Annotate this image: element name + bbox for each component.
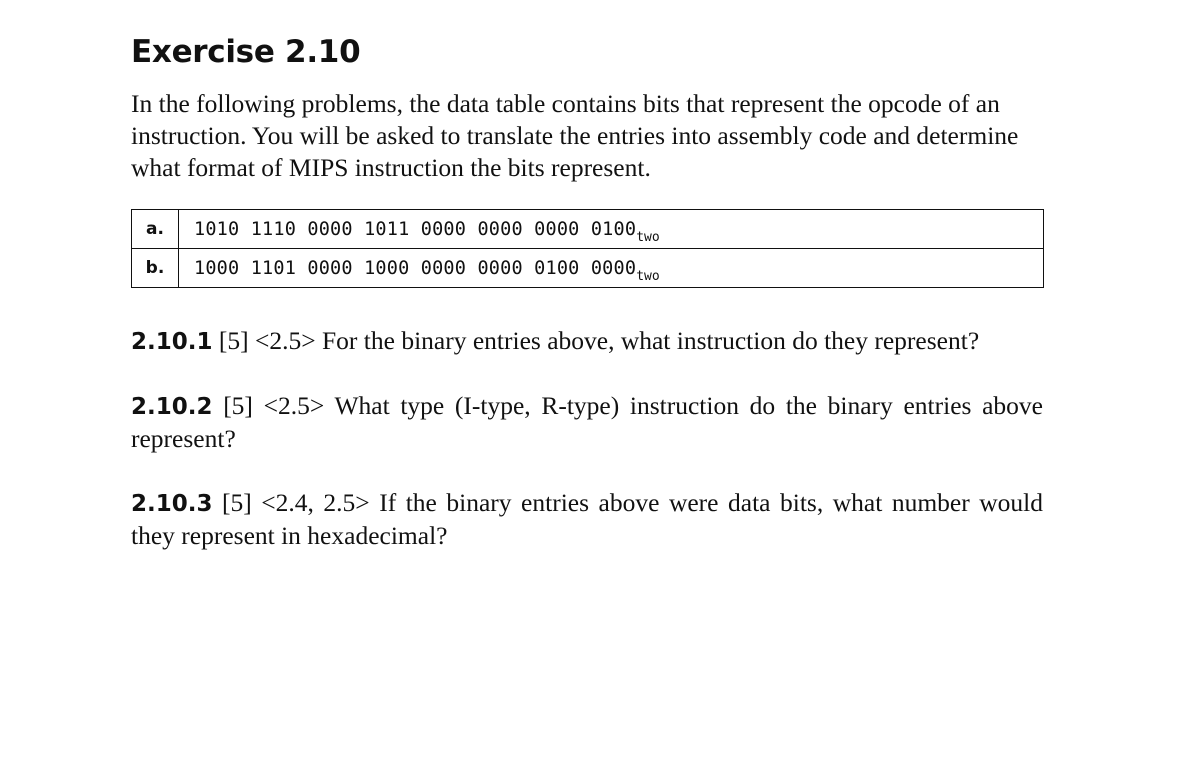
- row-bits: [179, 210, 1044, 249]
- question-number: 2.10.1: [131, 329, 213, 355]
- row-label: b.: [132, 249, 179, 288]
- table-row: [132, 249, 1044, 288]
- exercise-page: [131, 30, 1043, 552]
- bits-subscript: two: [636, 229, 660, 245]
- bits-value: 1010 1110 0000 1011 0000 0000 0000 0100: [194, 218, 637, 240]
- data-table: [131, 209, 1044, 288]
- question-2-10-2: [131, 390, 1043, 455]
- question-number: 2.10.3: [131, 491, 213, 517]
- table-row: [132, 210, 1044, 249]
- exercise-title: Exercise 2.10: [131, 34, 361, 70]
- question-2-10-3: [131, 487, 1043, 552]
- intro-paragraph: In the following problems, the data table contains bits that represent the opcode of an instruction. You will be asked to translate the entries into assembly code and determine what format of MIPS instruction the bits represent.: [131, 89, 1019, 182]
- question-text: [5] <2.5> For the binary entries above, what instruction do they represent?: [218, 326, 980, 355]
- question-text: [5] <2.4, 2.5> If the binary entries above were data bits, what number would they represent in hexadecimal?: [131, 488, 1043, 550]
- question-text: [5] <2.5> What type (I-type, R-type) instruction do the binary entries above represent?: [131, 391, 1044, 453]
- row-label: a.: [132, 210, 179, 249]
- bits-value: 1000 1101 0000 1000 0000 0000 0100 0000: [194, 257, 637, 279]
- question-number: 2.10.2: [131, 394, 213, 420]
- question-2-10-1: [131, 325, 1043, 358]
- row-bits: [179, 249, 1044, 288]
- bits-subscript: two: [636, 268, 660, 284]
